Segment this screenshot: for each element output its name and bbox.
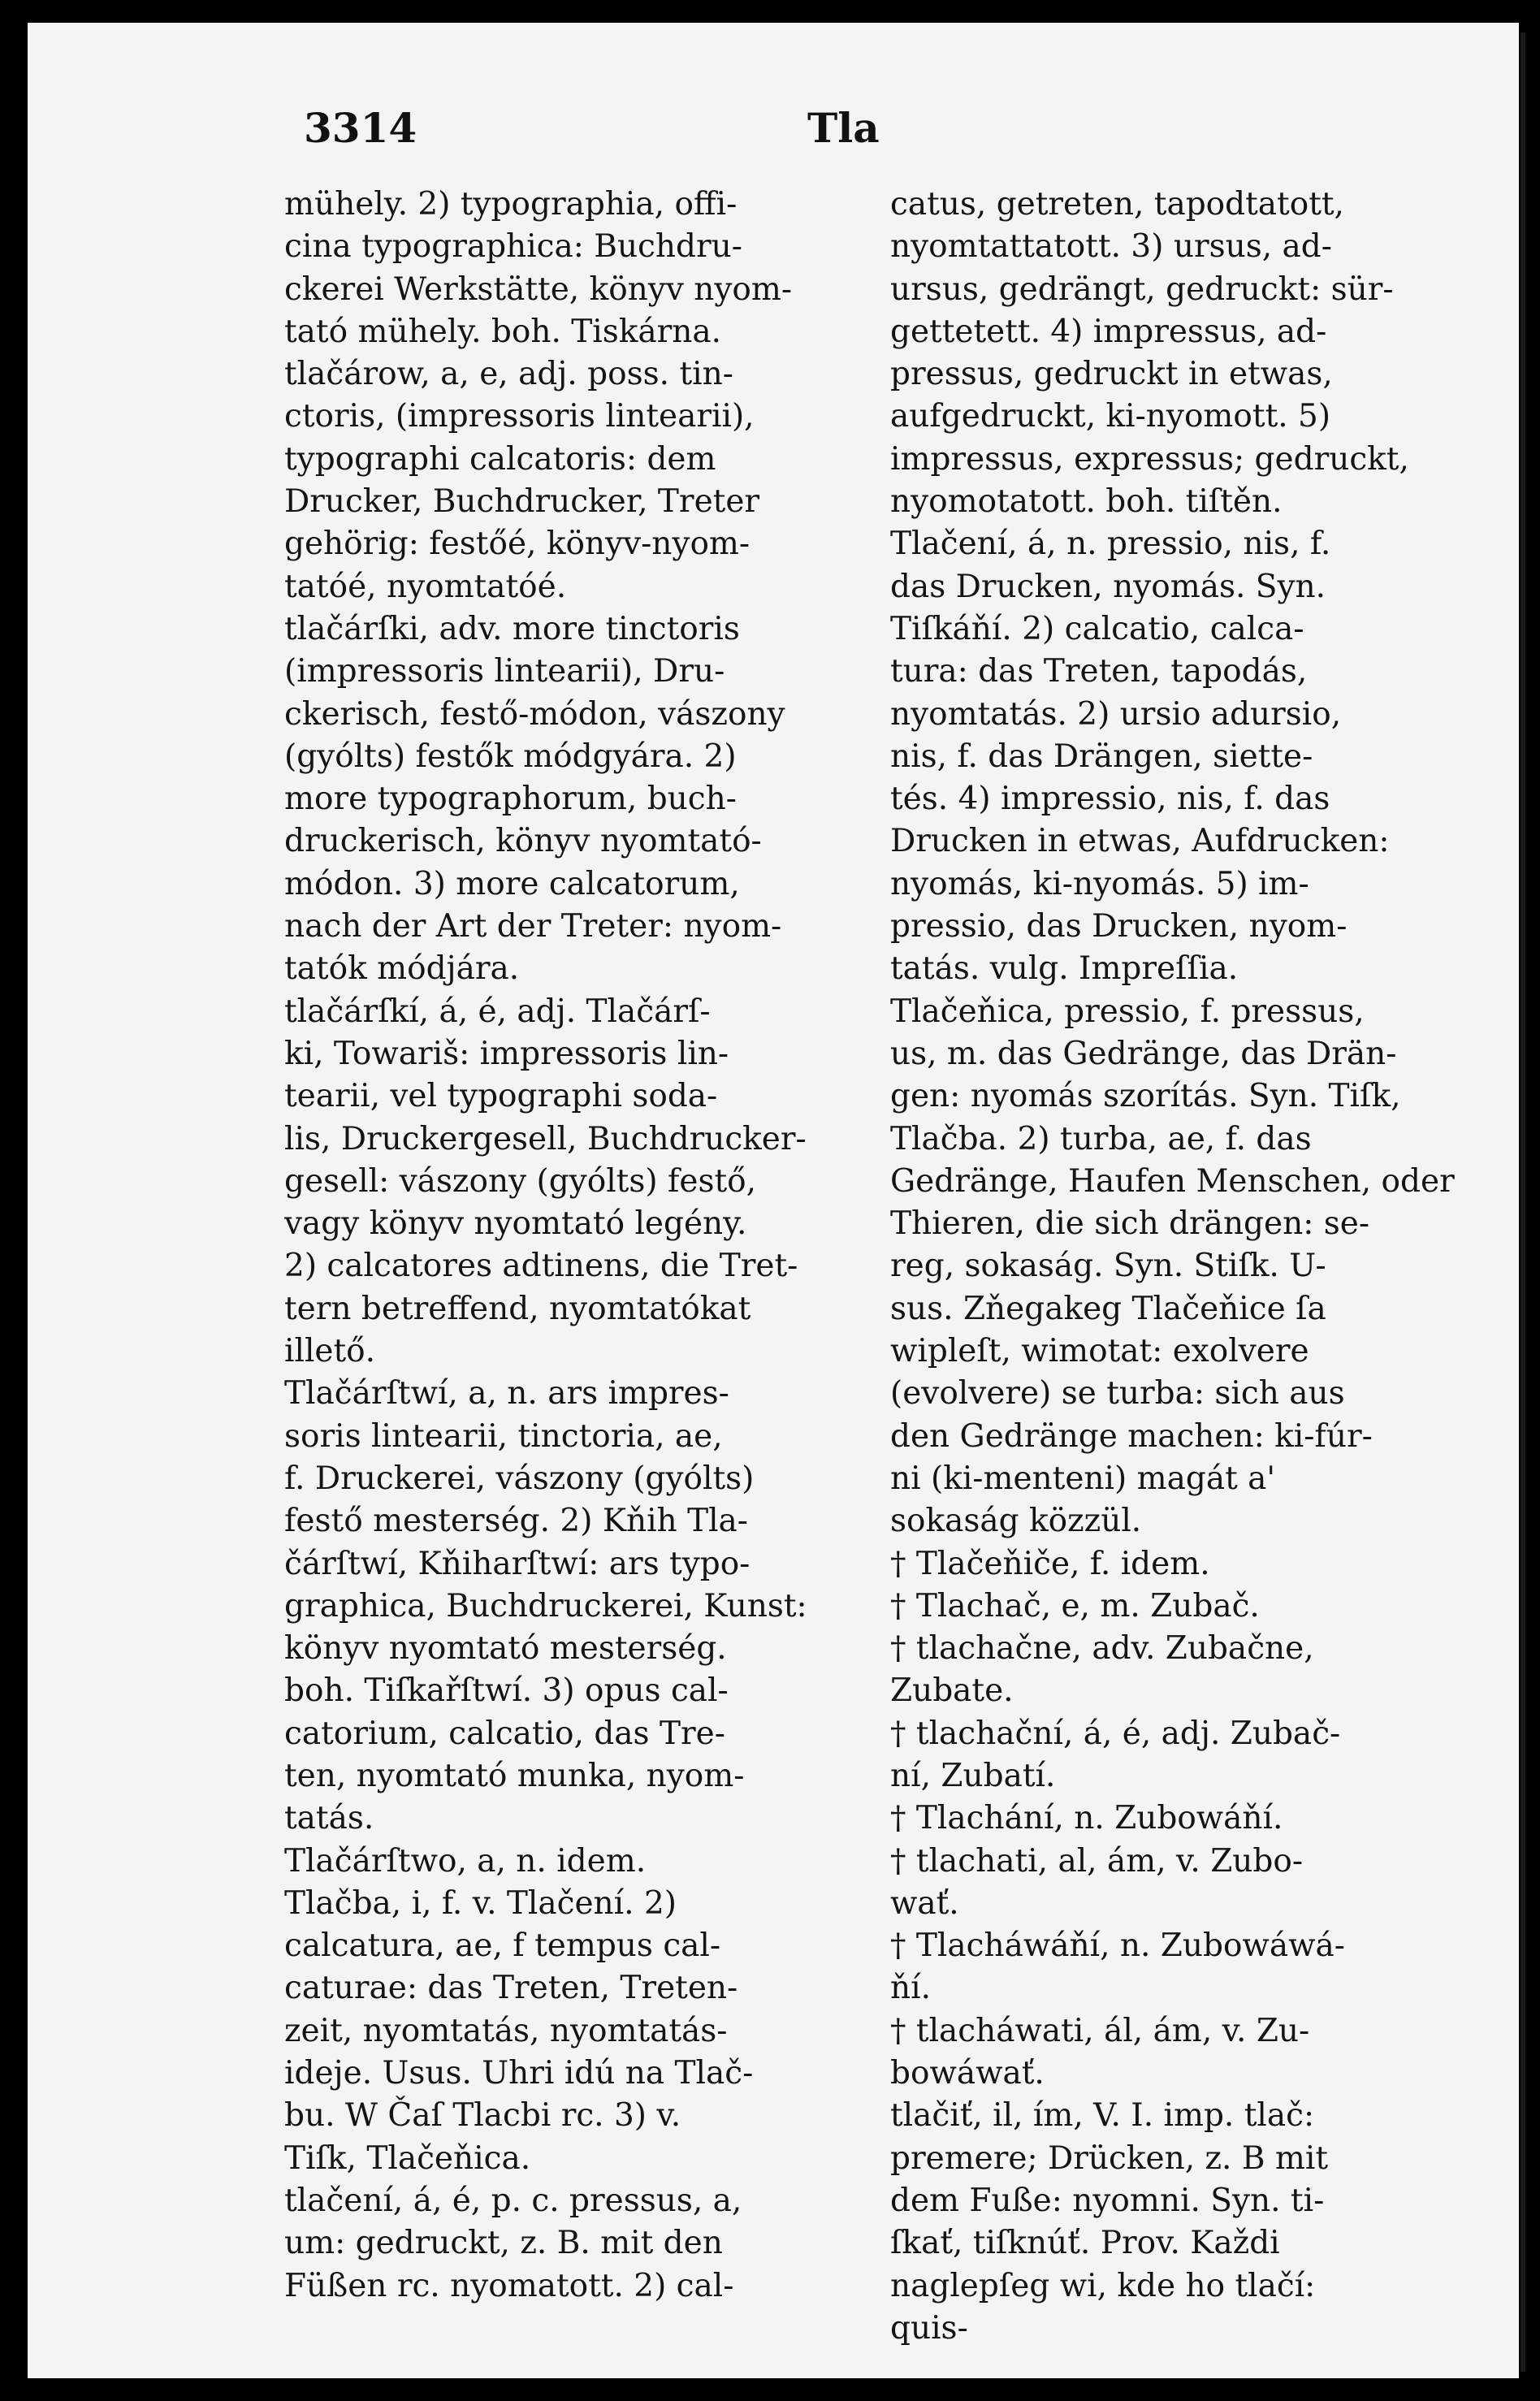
- entry-line: Tlačárſtwo, a, n. idem.: [284, 1842, 647, 1880]
- entry-line: boh. Tiſkařſtwí. 3) opus cal-: [284, 1672, 729, 1710]
- entry-line: čárſtwí, Kňiharſtwí: ars typo-: [284, 1545, 751, 1582]
- entry-line: tés. 4) impressio, nis, f. das: [890, 781, 1330, 818]
- entry-line: nyomás, ki-nyomás. 5) im-: [890, 865, 1309, 902]
- entry-line: Gedränge, Haufen Menschen, oder: [890, 1162, 1455, 1200]
- entry-line: tlačárſkí, á, é, adj. Tlačárſ-: [284, 993, 711, 1030]
- entry-line: Zubate.: [890, 1672, 1014, 1710]
- entry-line: graphica, Buchdruckerei, Kunst:: [284, 1587, 807, 1624]
- entry-line: ckerisch, festő-módon, vászony: [284, 695, 785, 733]
- entry-line: soris lintearii, tinctoria, ae,: [284, 1417, 723, 1455]
- entry-line: Tiſkáňí. 2) calcatio, calca-: [890, 610, 1304, 647]
- entry-line: cina typographica: Buchdru-: [284, 228, 742, 266]
- entry-line: pressus, gedruckt in etwas,: [890, 356, 1333, 393]
- entry-line: tató mühely. boh. Tiskárna.: [284, 313, 722, 350]
- entry-line: f. Druckerei, vászony (gyólts): [284, 1460, 755, 1497]
- entry-line: Tlačení, á, n. pressio, nis, f.: [890, 526, 1331, 563]
- page-header: [28, 104, 1519, 161]
- page-edge-shadow: [1521, 32, 1525, 2372]
- entry-line: ki, Towariš: impressoris lin-: [284, 1035, 729, 1072]
- entry-line: † tlachačne, adv. Zubačne,: [890, 1630, 1314, 1668]
- entry-line: nyomtattatott. 3) ursus, ad-: [890, 228, 1332, 266]
- entry-line: tatók módjára.: [284, 950, 520, 988]
- entry-line: † Tlachač, e, m. Zubač.: [890, 1587, 1260, 1624]
- entry-line: Thieren, die sich drängen: se-: [890, 1205, 1370, 1243]
- entry-line: † tlachační, á, é, adj. Zubač-: [890, 1715, 1341, 1752]
- entry-line: typographi calcatoris: dem: [284, 440, 716, 478]
- entry-line: druckerisch, könyv nyomtató-: [284, 823, 762, 860]
- entry-line: mühely. 2) typographia, offi-: [284, 186, 738, 223]
- entry-line: impressus, expressus; gedruckt,: [890, 440, 1409, 478]
- entry-line: zeit, nyomtatás, nyomtatás-: [284, 2012, 728, 2049]
- entry-line: † Tlacháwáňí, n. Zubowáwá-: [890, 1927, 1345, 1965]
- entry-line: bowáwať.: [890, 2055, 1045, 2092]
- entry-line: † tlachati, al, ám, v. Zubo-: [890, 1842, 1304, 1880]
- entry-line: tatás.: [284, 1800, 374, 1837]
- entry-line: ideje. Usus. Uhri idú na Tlač-: [284, 2055, 754, 2092]
- entry-line: festő mesterség. 2) Kňih Tla-: [284, 1503, 748, 1540]
- entry-line: nach der Art der Treter: nyom-: [284, 908, 782, 945]
- running-head: Tla: [807, 104, 880, 152]
- entry-line: Tlačárſtwí, a, n. ars impres-: [284, 1375, 729, 1412]
- entry-line: wať.: [890, 1884, 959, 1922]
- entry-line: um: gedruckt, z. B. mit den: [284, 2225, 723, 2262]
- entry-line: † Tlačeňiče, f. idem.: [890, 1545, 1210, 1582]
- entry-line: nis, f. das Drängen, siette-: [890, 738, 1313, 775]
- entry-line: naglepſeg wi, kde ho tlačí:: [890, 2267, 1316, 2304]
- entry-line: lis, Druckergesell, Buchdrucker-: [284, 1120, 807, 1157]
- entry-line: tatóé, nyomtatóé.: [284, 568, 567, 605]
- entry-line: ten, nyomtató munka, nyom-: [284, 1757, 745, 1794]
- entry-line: reg, sokaság. Syn. Stiſk. U-: [890, 1248, 1326, 1285]
- entry-line: more typographorum, buch-: [284, 781, 737, 818]
- entry-line: aufgedruckt, ki-nyomott. 5): [890, 398, 1331, 435]
- entry-line: gehörig: festőé, könyv-nyom-: [284, 526, 751, 563]
- page-number: 3314: [304, 104, 417, 152]
- entry-line: módon. 3) more calcatorum,: [284, 865, 740, 902]
- entry-line: bu. W Čaſ Tlacbi rc. 3) v.: [284, 2097, 681, 2135]
- entry-line: ctoris, (impressoris lintearii),: [284, 398, 755, 435]
- entry-line: ursus, gedrängt, gedruckt: sür-: [890, 270, 1394, 308]
- entry-line: (gyólts) festők módgyára. 2): [284, 738, 737, 775]
- entry-line: illető.: [284, 1333, 376, 1370]
- entry-line: calcatura, ae, f tempus cal-: [284, 1927, 721, 1965]
- entry-line: sokaság közzül.: [890, 1503, 1142, 1540]
- entry-line: gettetett. 4) impressus, ad-: [890, 313, 1327, 350]
- entry-line: † tlacháwati, ál, ám, v. Zu-: [890, 2012, 1310, 2049]
- entry-line: wipleſt, wimotat: exolvere: [890, 1333, 1309, 1370]
- entry-line: tern betreffend, nyomtatókat: [284, 1290, 751, 1327]
- entry-line: tatás. vulg. Impreſſia.: [890, 950, 1239, 988]
- entry-line: us, m. das Gedränge, das Drän-: [890, 1035, 1397, 1072]
- left-column: [284, 184, 869, 2308]
- entry-line: tlačení, á, é, p. c. pressus, a,: [284, 2182, 742, 2219]
- entry-line: vagy könyv nyomtató legény.: [284, 1205, 747, 1243]
- entry-line: Tiſk, Tlačeňica.: [284, 2139, 531, 2177]
- entry-line: tlačárow, a, e, adj. poss. tin-: [284, 356, 733, 393]
- entry-line: tearii, vel typographi soda-: [284, 1078, 718, 1115]
- entry-line: sus. Zňegakeg Tlačeňice ſa: [890, 1290, 1326, 1327]
- entry-line: catorium, calcatio, das Tre-: [284, 1715, 725, 1752]
- entry-line: gen: nyomás szorítás. Syn. Tiſk,: [890, 1078, 1401, 1115]
- entry-line: Drucken in etwas, Aufdrucken:: [890, 823, 1390, 860]
- entry-line: gesell: vászony (gyólts) festő,: [284, 1162, 757, 1200]
- entry-line: quis-: [890, 2309, 968, 2347]
- entry-line: catus, getreten, tapodtatott,: [890, 186, 1344, 223]
- right-column: [890, 184, 1475, 2350]
- entry-line: nyomtatás. 2) ursio adursio,: [890, 695, 1342, 733]
- entry-line: tlačárſki, adv. more tinctoris: [284, 610, 740, 647]
- entry-line: Tlačeňica, pressio, f. pressus,: [890, 993, 1365, 1030]
- entry-line: pressio, das Drucken, nyom-: [890, 908, 1348, 945]
- entry-line: premere; Drücken, z. B mit: [890, 2139, 1329, 2177]
- entry-line: caturae: das Treten, Treten-: [284, 1970, 738, 2007]
- entry-line: ſkať, tiſknúť. Prov. Každi: [890, 2225, 1280, 2262]
- entry-line: ni (ki-menteni) magát a': [890, 1460, 1276, 1497]
- entry-line: Tlačba, i, f. v. Tlačení. 2): [284, 1884, 677, 1922]
- entry-line: Tlačba. 2) turba, ae, f. das: [890, 1120, 1312, 1157]
- entry-line: dem Fuße: nyomni. Syn. ti-: [890, 2182, 1325, 2219]
- entry-line: ckerei Werkstätte, könyv nyom-: [284, 270, 793, 308]
- entry-line: tura: das Treten, tapodás,: [890, 653, 1308, 690]
- entry-line: 2) calcatores adtinens, die Tret-: [284, 1248, 798, 1285]
- entry-line: ní, Zubatí.: [890, 1757, 1056, 1794]
- entry-line: nyomotatott. boh. tiſtěn.: [890, 483, 1283, 521]
- entry-line: den Gedränge machen: ki-fúr-: [890, 1417, 1373, 1455]
- entry-line: (evolvere) se turba: sich aus: [890, 1375, 1345, 1412]
- dictionary-page: [28, 23, 1519, 2378]
- entry-line: tlačiť, il, ím, V. I. imp. tlač:: [890, 2097, 1315, 2135]
- entry-line: das Drucken, nyomás. Syn.: [890, 568, 1326, 605]
- entry-line: † Tlachání, n. Zubowáňí.: [890, 1800, 1283, 1837]
- entry-line: Füßen rc. nyomatott. 2) cal-: [284, 2267, 734, 2304]
- entry-line: (impressoris lintearii), Dru-: [284, 653, 725, 690]
- entry-line: ňí.: [890, 1970, 931, 2007]
- entry-line: könyv nyomtató mesterség.: [284, 1630, 727, 1668]
- entry-line: Drucker, Buchdrucker, Treter: [284, 483, 760, 521]
